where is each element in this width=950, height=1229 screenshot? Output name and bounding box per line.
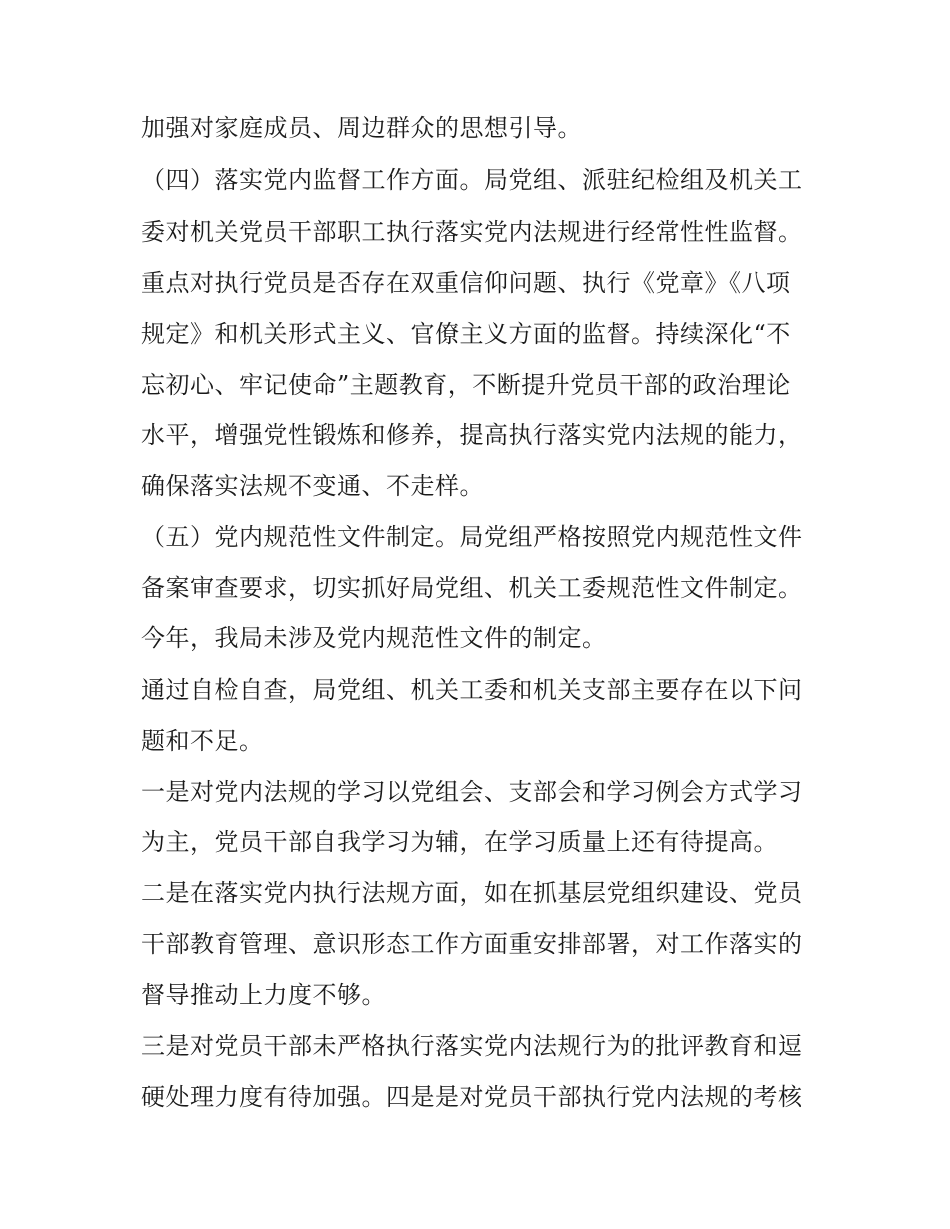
paragraph-line: 题和不足。 bbox=[141, 727, 264, 755]
paragraph-line: 规定》和机关形式主义、官僚主义方面的监督。持续深化“不 bbox=[141, 320, 791, 348]
paragraph-line: 硬处理力度有待加强。四是是对党员干部执行党内法规的考核 bbox=[141, 1083, 803, 1111]
paragraph-line: 重点对执行党员是否存在双重信仰问题、执行《党章》《八项 bbox=[141, 269, 791, 297]
paragraph-line: 委对机关党员干部职工执行落实党内法规进行经常性性监督。 bbox=[141, 218, 803, 246]
paragraph-line: 通过自检自查，局党组、机关工委和机关支部主要存在以下问 bbox=[141, 676, 803, 704]
paragraph-line: 干部教育管理、意识形态工作方面重安排部署，对工作落实的 bbox=[141, 930, 803, 958]
paragraph-line: 为主，党员干部自我学习为辅，在学习质量上还有待提高。 bbox=[141, 828, 778, 856]
paragraph-line: （四）落实党内监督工作方面。局党组、派驻纪检组及机关工 bbox=[141, 166, 803, 194]
paragraph-line: 确保落实法规不变通、不走样。 bbox=[141, 472, 484, 500]
paragraph-line: （五）党内规范性文件制定。局党组严格按照党内规范性文件 bbox=[141, 523, 803, 551]
paragraph-line: 加强对家庭成员、周边群众的思想引导。 bbox=[141, 114, 582, 142]
paragraph-line: 督导推动上力度不够。 bbox=[141, 981, 386, 1009]
paragraph-line: 三是对党员干部未严格执行落实党内法规行为的批评教育和逗 bbox=[141, 1032, 803, 1060]
paragraph-line: 忘初心、牢记使命”主题教育，不断提升党员干部的政治理论 bbox=[141, 371, 791, 399]
paragraph-line: 二是在落实党内执行法规方面，如在抓基层党组织建设、党员 bbox=[141, 879, 803, 907]
paragraph-line: 水平，增强党性锻炼和修养，提高执行落实党内法规的能力， bbox=[141, 421, 803, 449]
paragraph-line: 备案审查要求，切实抓好局党组、机关工委规范性文件制定。 bbox=[141, 574, 803, 602]
paragraph-line: 今年，我局未涉及党内规范性文件的制定。 bbox=[141, 624, 607, 652]
paragraph-line: 一是对党内法规的学习以党组会、支部会和学习例会方式学习 bbox=[141, 778, 803, 806]
